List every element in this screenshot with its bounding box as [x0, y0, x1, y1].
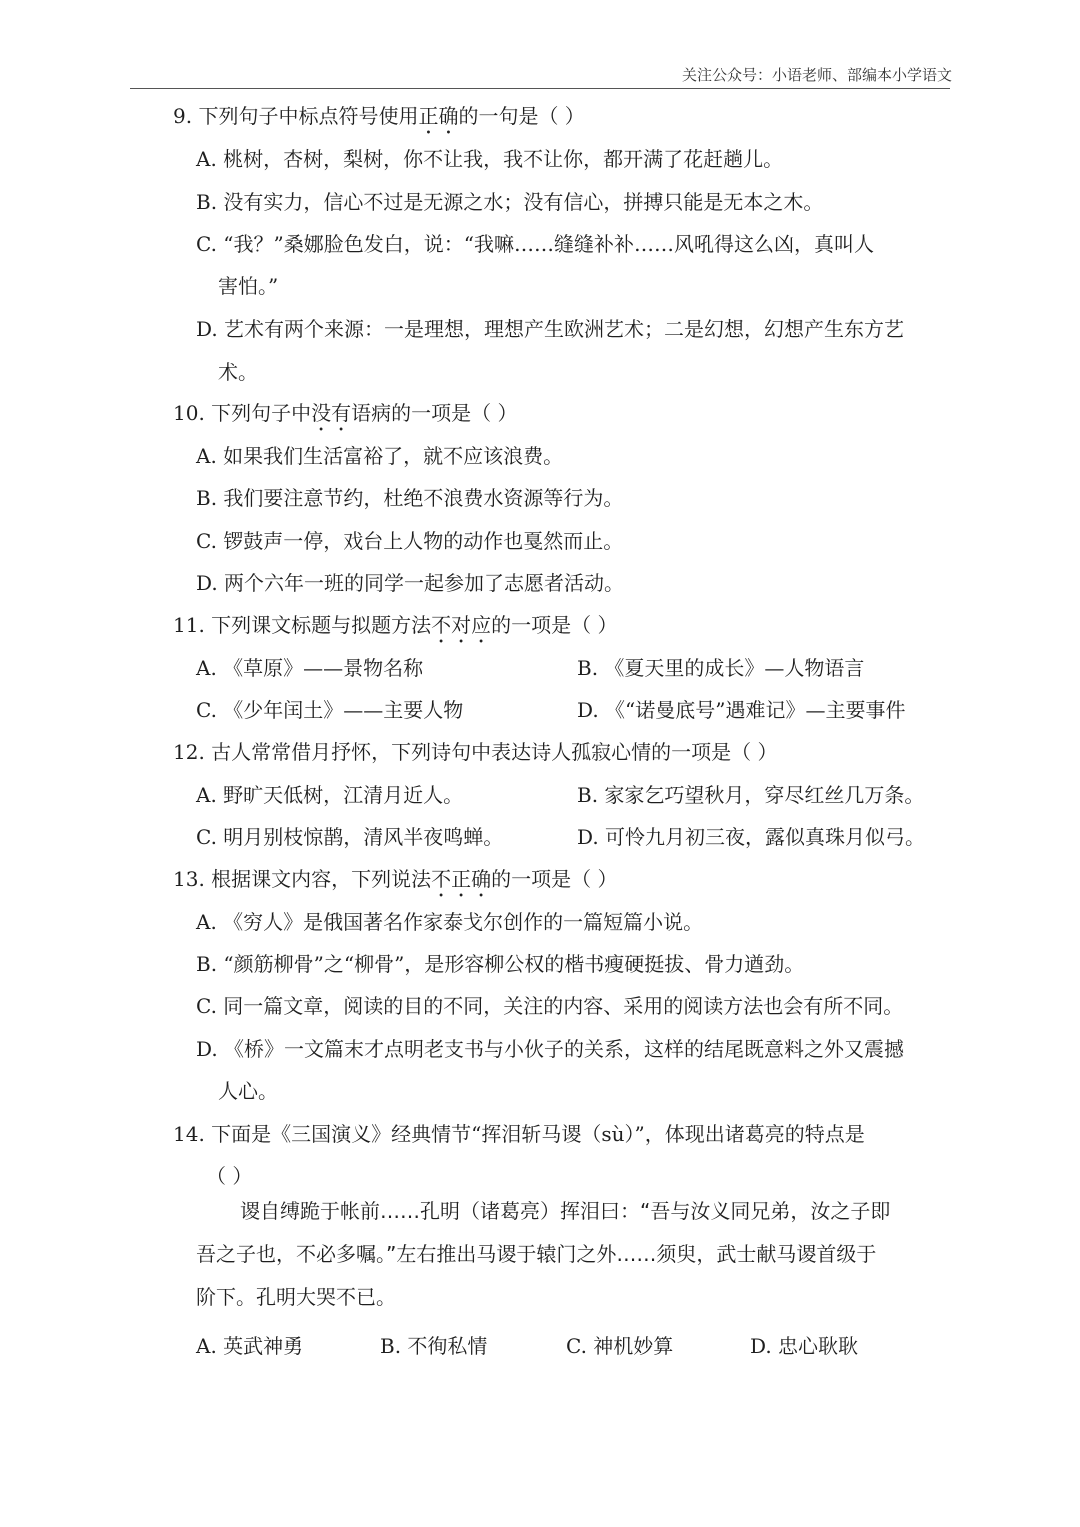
- question-10-option-c: C. 锣鼓声一停，戏台上人物的动作也戛然而止。: [196, 529, 624, 553]
- question-9-option-d: D. 艺术有两个来源：一是理想，理想产生欧洲艺术；二是幻想，幻想产生东方艺: [196, 317, 905, 341]
- passage-line: 吾之子也，不必多嘱。”左右推出马谡于辕门之外……须臾，武士献马谡首级于: [196, 1242, 877, 1266]
- stem-text: 10. 下列句子中: [173, 401, 312, 425]
- question-12-option-d: D. 可怜九月初三夜，露似真珠月似弓。: [577, 825, 926, 849]
- question-9-option-d-cont: 术。: [218, 360, 258, 384]
- question-10-stem: [173, 397, 518, 436]
- question-11-option-c: C. 《少年闰土》——主要人物: [196, 698, 464, 722]
- question-12-option-b: B. 家家乞巧望秋月，穿尽红丝几万条。: [577, 783, 925, 807]
- question-14-passage: [196, 1190, 956, 1319]
- stem-text: 9. 下列句子中标点符号使用: [173, 104, 419, 128]
- stem-text: 13. 根据课文内容，下列说法: [173, 867, 432, 891]
- question-12-option-c: C. 明月别枝惊鹊，清风半夜鸣蝉。: [196, 825, 504, 849]
- passage-line: 阶下。孔明大哭不已。: [196, 1285, 396, 1309]
- question-11-stem: [173, 609, 618, 648]
- question-12-stem: 12. 古人常常借月抒怀，下列诗句中表达诗人孤寂心情的一项是（ ）: [173, 740, 778, 764]
- stem-text: 的一项是（ ）: [491, 613, 618, 637]
- question-12-option-a: A. 野旷天低树，江清月近人。: [196, 783, 464, 807]
- question-14-option-c: C. 神机妙算: [566, 1334, 674, 1358]
- question-14-answer-blank: （ ）: [206, 1164, 253, 1188]
- question-11-option-b: B. 《夏天里的成长》—人物语言: [577, 656, 865, 680]
- question-14-option-b: B. 不徇私情: [380, 1334, 488, 1358]
- question-13-option-d-cont: 人心。: [218, 1079, 278, 1103]
- question-14-stem: 14. 下面是《三国演义》经典情节“挥泪斩马谡（sù）”，体现出诸葛亮的特点是: [173, 1122, 865, 1146]
- question-13-stem: [173, 863, 618, 902]
- emphasis-mark: 正确: [418, 104, 459, 128]
- passage-line: 谡自缚跪于帐前……孔明（诸葛亮）挥泪曰：“吾与汝义同兄弟，汝之子即: [240, 1199, 891, 1223]
- question-9-stem: [173, 100, 585, 139]
- question-13-option-b: B. “颜筋柳骨”之“柳骨”，是形容柳公权的楷书瘦硬挺拔、骨力遒劲。: [196, 952, 805, 976]
- question-13-option-c: C. 同一篇文章，阅读的目的不同，关注的内容、采用的阅读方法也会有所不同。: [196, 994, 904, 1018]
- question-11-option-d: D. 《“诺曼底号”遇难记》—主要事件: [577, 698, 906, 722]
- question-14-option-a: A. 英武神勇: [196, 1334, 304, 1358]
- question-13-option-a: A. 《穷人》是俄国著名作家泰戈尔创作的一篇短篇小说。: [196, 910, 704, 934]
- emphasis-mark: 不正确: [431, 867, 492, 891]
- question-14-option-d: D. 忠心耿耿: [750, 1334, 859, 1358]
- emphasis-mark: 不对应: [431, 613, 492, 637]
- question-9-option-c-cont: 害怕。”: [218, 274, 279, 298]
- question-11-option-a: A. 《草原》——景物名称: [196, 656, 424, 680]
- question-10-option-b: B. 我们要注意节约，杜绝不浪费水资源等行为。: [196, 486, 624, 510]
- question-9-option-b: B. 没有实力，信心不过是无源之水；没有信心，拼搏只能是无本之木。: [196, 190, 824, 214]
- stem-text: 11. 下列课文标题与拟题方法: [173, 613, 432, 637]
- page-header: 关注公众号：小语老师、部编本小学语文: [681, 66, 952, 84]
- stem-text: 语病的一项是（ ）: [351, 401, 518, 425]
- emphasis-mark: 没有: [311, 401, 352, 425]
- question-9-option-a: A. 桃树，杏树，梨树，你不让我，我不让你，都开满了花赶趟儿。: [196, 147, 784, 171]
- question-10-option-a: A. 如果我们生活富裕了，就不应该浪费。: [196, 444, 564, 468]
- question-13-option-d: D. 《桥》一文篇末才点明老支书与小伙子的关系，这样的结尾既意料之外又震撼: [196, 1037, 905, 1061]
- stem-text: 的一项是（ ）: [491, 867, 618, 891]
- stem-text: 的一句是（ ）: [458, 104, 585, 128]
- question-10-option-d: D. 两个六年一班的同学一起参加了志愿者活动。: [196, 571, 625, 595]
- question-9-option-c: C. “我？”桑娜脸色发白，说：“我嘛……缝缝补补……风吼得这么凶，真叫人: [196, 232, 874, 256]
- header-divider: [130, 88, 950, 89]
